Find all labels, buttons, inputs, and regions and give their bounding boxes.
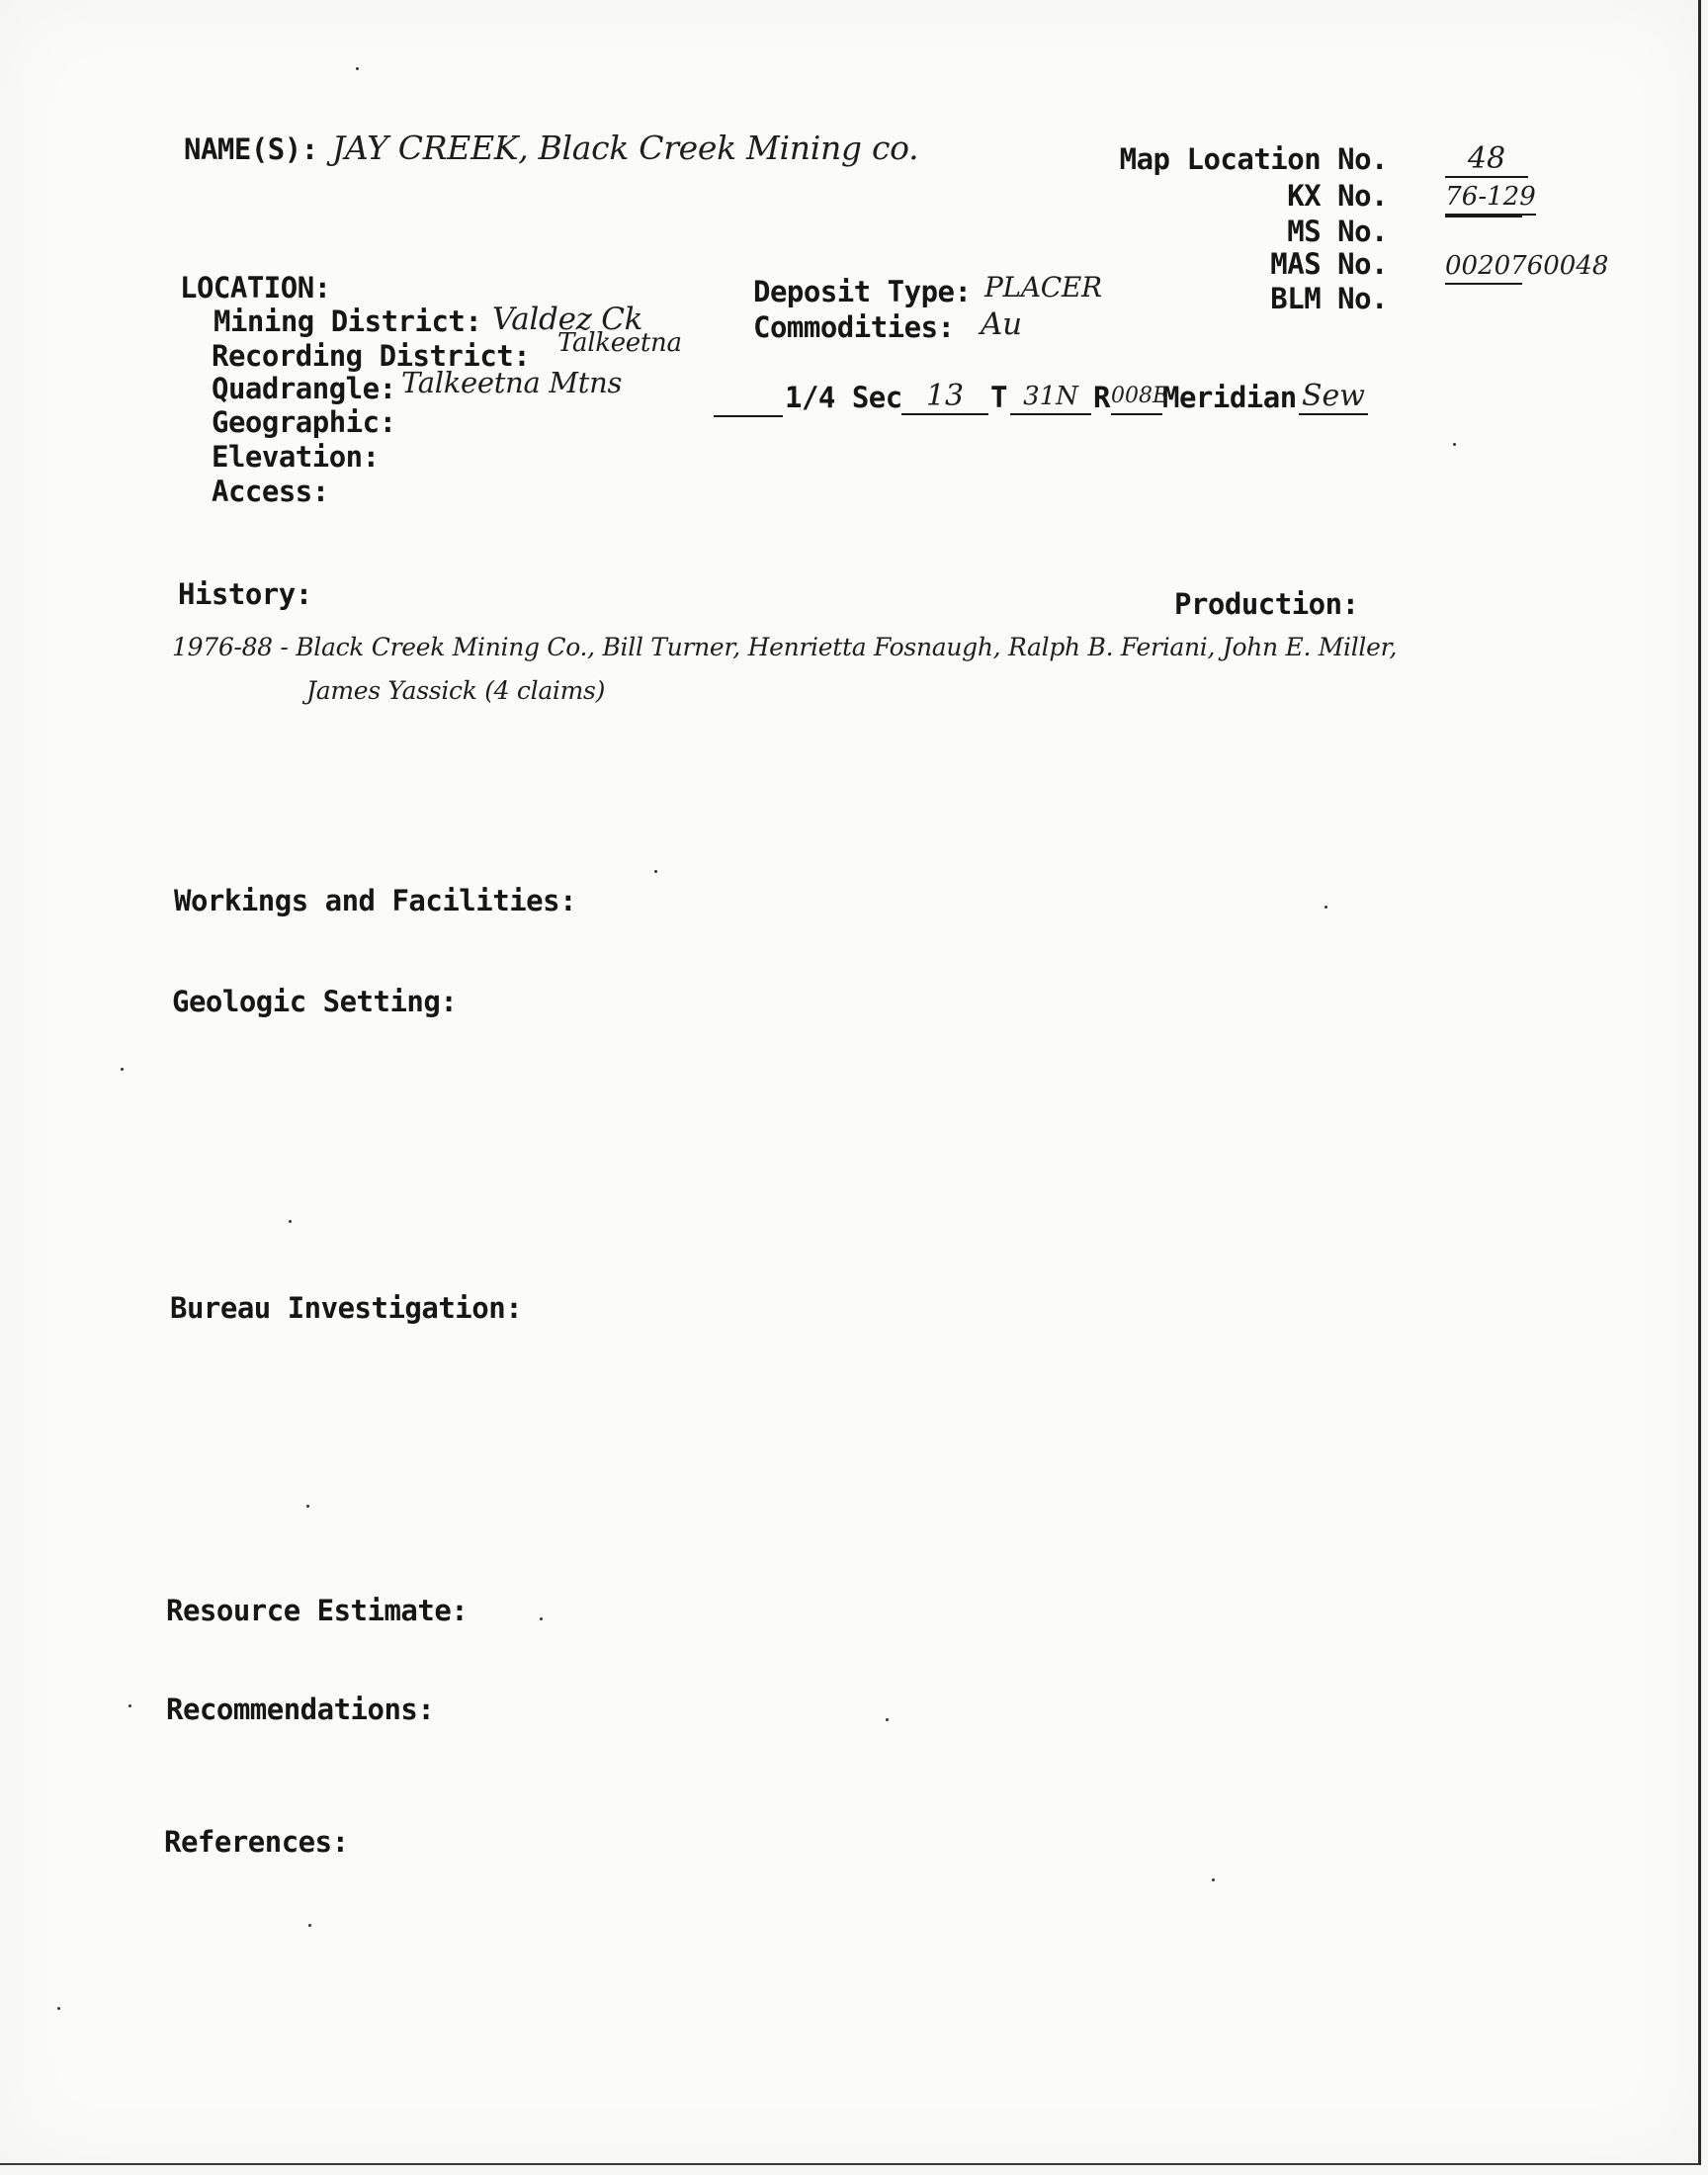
map-location-label: Map Location No. [1119,142,1388,176]
recording-district-label: Recording District: [212,339,531,373]
range-label: R [1093,381,1110,414]
ms-label: MS No. [1287,215,1388,248]
bureau-investigation-label: Bureau Investigation: [170,1291,523,1325]
quadrangle-value: Talkeetna Mtns [401,366,623,399]
recommendations-label: Recommendations: [166,1693,435,1726]
mining-district-label: Mining District: [214,304,482,338]
scan-speck [356,67,359,70]
scan-speck [1453,443,1456,446]
township-value: 31N [1010,380,1091,415]
section-value: 13 [901,380,988,415]
mas-value: 0020760048 [1445,251,1609,281]
mining-district-value: Valdez Ck [492,302,643,337]
scan-speck [654,870,657,873]
quarter-section-label: 1/4 Sec [785,381,902,414]
blm-label: BLM No. [1270,282,1388,315]
history-line-1: 1976-88 - Black Creek Mining Co., Bill Turner, Henrietta Fosnaugh, Ralph B. Feriani, John E. Miller, [172,633,1398,661]
commodities-label: Commodities: [753,310,955,344]
scan-speck [1324,906,1327,909]
resource-estimate-label: Resource Estimate: [166,1594,469,1627]
scan-speck [57,2007,60,2010]
scan-speck [128,1704,131,1707]
deposit-type-label: Deposit Type: [753,275,972,308]
scan-speck [121,1068,124,1071]
deposit-type-value: PLACER [984,271,1102,304]
kx-label: KX No. [1287,179,1388,213]
recording-district-value: Talkeetna [557,328,682,358]
quarter-blank [714,415,783,417]
references-label: References: [164,1825,349,1859]
ms-value [1445,216,1522,218]
map-location-value: 48 [1445,142,1528,178]
names-label: NAME(S): [184,132,318,166]
scan-speck [1212,1878,1215,1881]
access-label: Access: [212,475,329,508]
scan-speck [540,1617,543,1620]
workings-facilities-label: Workings and Facilities: [174,884,577,917]
mas-label: MAS No. [1270,247,1388,281]
geologic-setting-label: Geologic Setting: [172,985,458,1018]
quadrangle-label: Quadrangle: [212,372,396,405]
elevation-label: Elevation: [212,440,380,474]
production-label: Production: [1174,587,1359,621]
history-line-2: James Yassick (4 claims) [306,676,606,705]
scan-speck [306,1505,309,1508]
geographic-label: Geographic: [212,405,396,439]
history-label: History: [178,577,312,611]
scan-speck [289,1220,292,1223]
range-value: 008E [1111,380,1162,415]
blm-value [1445,283,1522,285]
meridian-label: Meridian [1162,381,1297,414]
location-heading: LOCATION: [180,271,331,304]
kx-value: 76-129 [1445,180,1536,216]
names-value: JAY CREEK, Black Creek Mining co. [332,129,919,167]
commodities-value: Au [981,306,1022,342]
scan-speck [886,1718,889,1721]
scan-speck [308,1924,311,1927]
township-label: T [990,381,1007,414]
meridian-value: Sew [1299,380,1368,415]
